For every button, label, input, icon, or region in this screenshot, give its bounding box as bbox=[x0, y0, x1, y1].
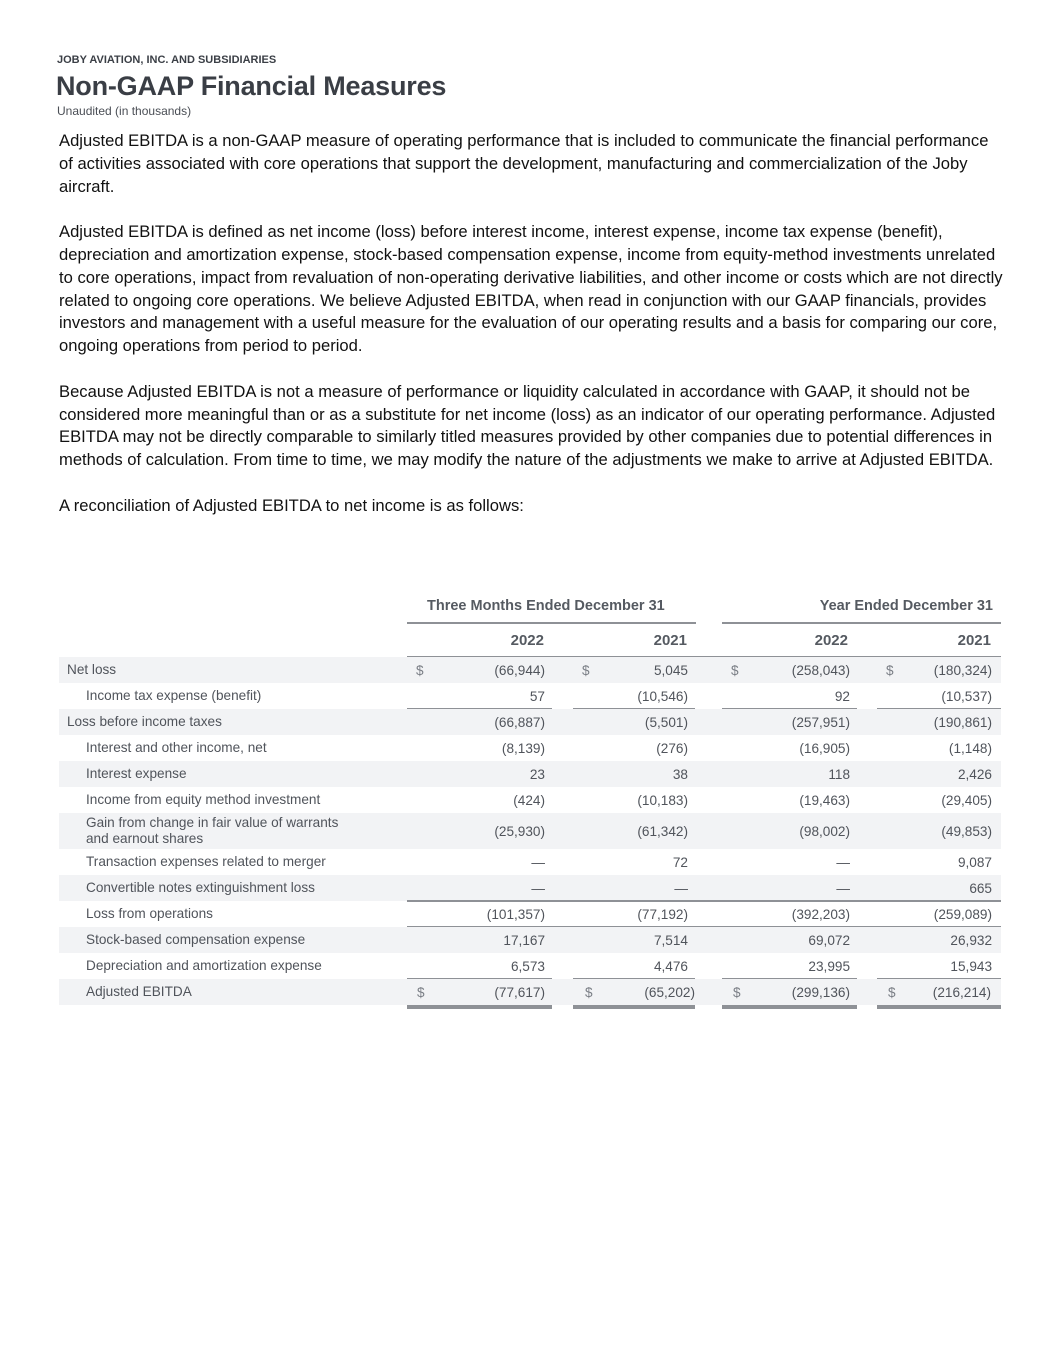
cell-value: (16,905) bbox=[799, 740, 850, 756]
total-double-rule bbox=[722, 1005, 857, 1009]
cell-value: 6,573 bbox=[510, 958, 545, 974]
paragraph-reconciliation: A reconciliation of Adjusted EBITDA to net income is as follows: bbox=[59, 495, 524, 515]
cell-value: — bbox=[836, 854, 850, 870]
cell-value: 17,167 bbox=[503, 932, 545, 948]
cell-value: 4,476 bbox=[653, 958, 688, 974]
table-row bbox=[59, 901, 1001, 927]
cell-value: — bbox=[836, 880, 850, 896]
cell-value: 57 bbox=[529, 688, 545, 704]
cell-value: (257,951) bbox=[791, 714, 850, 730]
total-double-rule bbox=[407, 1005, 552, 1009]
header-year: Year Ended December 31 bbox=[819, 598, 993, 614]
currency-symbol: $ bbox=[886, 662, 894, 678]
row-label-line: and earnout shares bbox=[86, 831, 204, 846]
header-divider bbox=[722, 622, 1001, 624]
currency-symbol: $ bbox=[731, 662, 739, 678]
column-header-q-2022: 2022 bbox=[510, 632, 544, 649]
currency-symbol: $ bbox=[416, 662, 424, 678]
company-name: JOBY AVIATION, INC. AND SUBSIDIARIES bbox=[57, 54, 277, 66]
cell-value: (10,537) bbox=[941, 688, 992, 704]
cell-value: (65,202) bbox=[644, 984, 695, 1000]
cell-value: (216,214) bbox=[932, 984, 991, 1000]
cell-value: (190,861) bbox=[933, 714, 992, 730]
row-label: Convertible notes extinguishment loss bbox=[86, 880, 315, 895]
cell-value: (276) bbox=[656, 740, 688, 756]
row-label: Loss before income taxes bbox=[67, 714, 222, 729]
currency-symbol: $ bbox=[417, 984, 425, 1000]
cell-value: (1,148) bbox=[948, 740, 992, 756]
currency-symbol: $ bbox=[585, 984, 593, 1000]
currency-symbol: $ bbox=[888, 984, 896, 1000]
cell-value: 9,087 bbox=[957, 854, 992, 870]
cell-value: (392,203) bbox=[791, 906, 850, 922]
cell-value: (299,136) bbox=[791, 984, 850, 1000]
row-label: Income from equity method investment bbox=[86, 792, 321, 807]
cell-value: (10,183) bbox=[637, 792, 688, 808]
cell-value: 5,045 bbox=[653, 662, 688, 678]
cell-value: (258,043) bbox=[791, 662, 850, 678]
row-label: Transaction expenses related to merger bbox=[86, 854, 326, 869]
cell-value: (8,139) bbox=[501, 740, 545, 756]
row-label: Income tax expense (benefit) bbox=[86, 688, 262, 703]
row-label: Interest expense bbox=[86, 766, 187, 781]
cell-value: (19,463) bbox=[799, 792, 850, 808]
table-row bbox=[59, 709, 1001, 735]
body-text bbox=[59, 130, 1004, 540]
row-label: Loss from operations bbox=[86, 906, 213, 921]
header-three-months: Three Months Ended December 31 bbox=[427, 598, 665, 614]
cell-value: (49,853) bbox=[941, 823, 992, 839]
currency-symbol: $ bbox=[582, 662, 590, 678]
cell-value: (101,357) bbox=[486, 906, 545, 922]
table-row bbox=[59, 735, 1001, 761]
page-title: Non-GAAP Financial Measures bbox=[56, 71, 447, 101]
cell-value: 72 bbox=[672, 854, 688, 870]
table-row bbox=[59, 761, 1001, 787]
cell-value: 2,426 bbox=[957, 766, 992, 782]
cell-value: 69,072 bbox=[808, 932, 850, 948]
cell-value: 15,943 bbox=[950, 958, 992, 974]
table-row bbox=[59, 813, 1001, 849]
table-row bbox=[59, 683, 1001, 709]
table-row-total bbox=[59, 979, 1001, 1005]
cell-value: (10,546) bbox=[637, 688, 688, 704]
cell-value: (424) bbox=[513, 792, 545, 808]
cell-value: (66,887) bbox=[494, 714, 545, 730]
cell-value: 665 bbox=[969, 880, 992, 896]
cell-value: 23,995 bbox=[808, 958, 850, 974]
table-row bbox=[59, 953, 1001, 979]
currency-symbol: $ bbox=[733, 984, 741, 1000]
paragraph-definition: Adjusted EBITDA is defined as net income (loss) before interest income, interest expense, income tax expense (benefit), depreciation and amortization expense, stock-based compensation expense, income from equity-method investments unrelated to core operations, impact from revaluation of non-operating derivative liabilities, and other income or costs which are not directly related to ongoing core operations. We believe Adjusted EBITDA, when read in conjunction with our GAAP financials, provides investors and management with a useful measure for the evaluation of our operating results and a basis for comparing our core, ongoing operations from period to period. bbox=[59, 222, 1003, 356]
column-header-q-2021: 2021 bbox=[653, 632, 687, 649]
row-label: Net loss bbox=[67, 662, 117, 677]
cell-value: (25,930) bbox=[494, 823, 545, 839]
cell-value: (180,324) bbox=[933, 662, 992, 678]
cell-value: (259,089) bbox=[933, 906, 992, 922]
cell-value: — bbox=[531, 854, 545, 870]
cell-value: 118 bbox=[828, 766, 850, 782]
table-row bbox=[59, 927, 1001, 953]
cell-value: — bbox=[531, 880, 545, 896]
paragraph-intro: Adjusted EBITDA is a non-GAAP measure of operating performance that is included to communicate the financial performance of activities associated with core operations that support the development, manufacturing and commercialization of the Joby aircraft. bbox=[59, 131, 989, 196]
paragraph-disclaimer: Because Adjusted EBITDA is not a measure of performance or liquidity calculated in accordance with GAAP, it should not be considered more meaningful than or as a substitute for net income (loss) as an indicator of our operating performance. Adjusted EBITDA may not be directly comparable to similarly titled measures provided by other companies due to potential differences in methods of calculation. From time to time, we may modify the nature of the adjustments we make to arrive at Adjusted EBITDA. bbox=[59, 381, 996, 470]
cell-value: (5,501) bbox=[644, 714, 688, 730]
cell-value: 26,932 bbox=[950, 932, 992, 948]
page-subtitle: Unaudited (in thousands) bbox=[57, 104, 192, 118]
cell-value: 92 bbox=[834, 688, 850, 704]
total-double-rule bbox=[573, 1005, 695, 1009]
row-label-line: Gain from change in fair value of warrants bbox=[86, 815, 339, 830]
total-double-rule bbox=[877, 1005, 1001, 1009]
row-label bbox=[86, 813, 338, 849]
row-label: Interest and other income, net bbox=[86, 740, 267, 755]
cell-value: (29,405) bbox=[941, 792, 992, 808]
cell-value: (77,192) bbox=[637, 906, 688, 922]
cell-value: (66,944) bbox=[494, 662, 545, 678]
table-row bbox=[59, 657, 1001, 683]
column-header-y-2022: 2022 bbox=[814, 632, 848, 649]
row-label: Depreciation and amortization expense bbox=[86, 958, 322, 973]
row-label: Adjusted EBITDA bbox=[86, 984, 192, 999]
cell-value: 23 bbox=[529, 766, 545, 782]
cell-value: — bbox=[674, 880, 688, 896]
row-label: Stock-based compensation expense bbox=[86, 932, 306, 947]
cell-value: (98,002) bbox=[799, 823, 850, 839]
column-header-y-2021: 2021 bbox=[957, 632, 991, 649]
cell-value: (77,617) bbox=[494, 984, 545, 1000]
cell-value: (61,342) bbox=[637, 823, 688, 839]
cell-value: 7,514 bbox=[653, 932, 688, 948]
table-row bbox=[59, 875, 1001, 901]
cell-value: 38 bbox=[672, 766, 688, 782]
header-divider bbox=[407, 622, 696, 624]
table-row bbox=[59, 787, 1001, 813]
table-row bbox=[59, 849, 1001, 875]
